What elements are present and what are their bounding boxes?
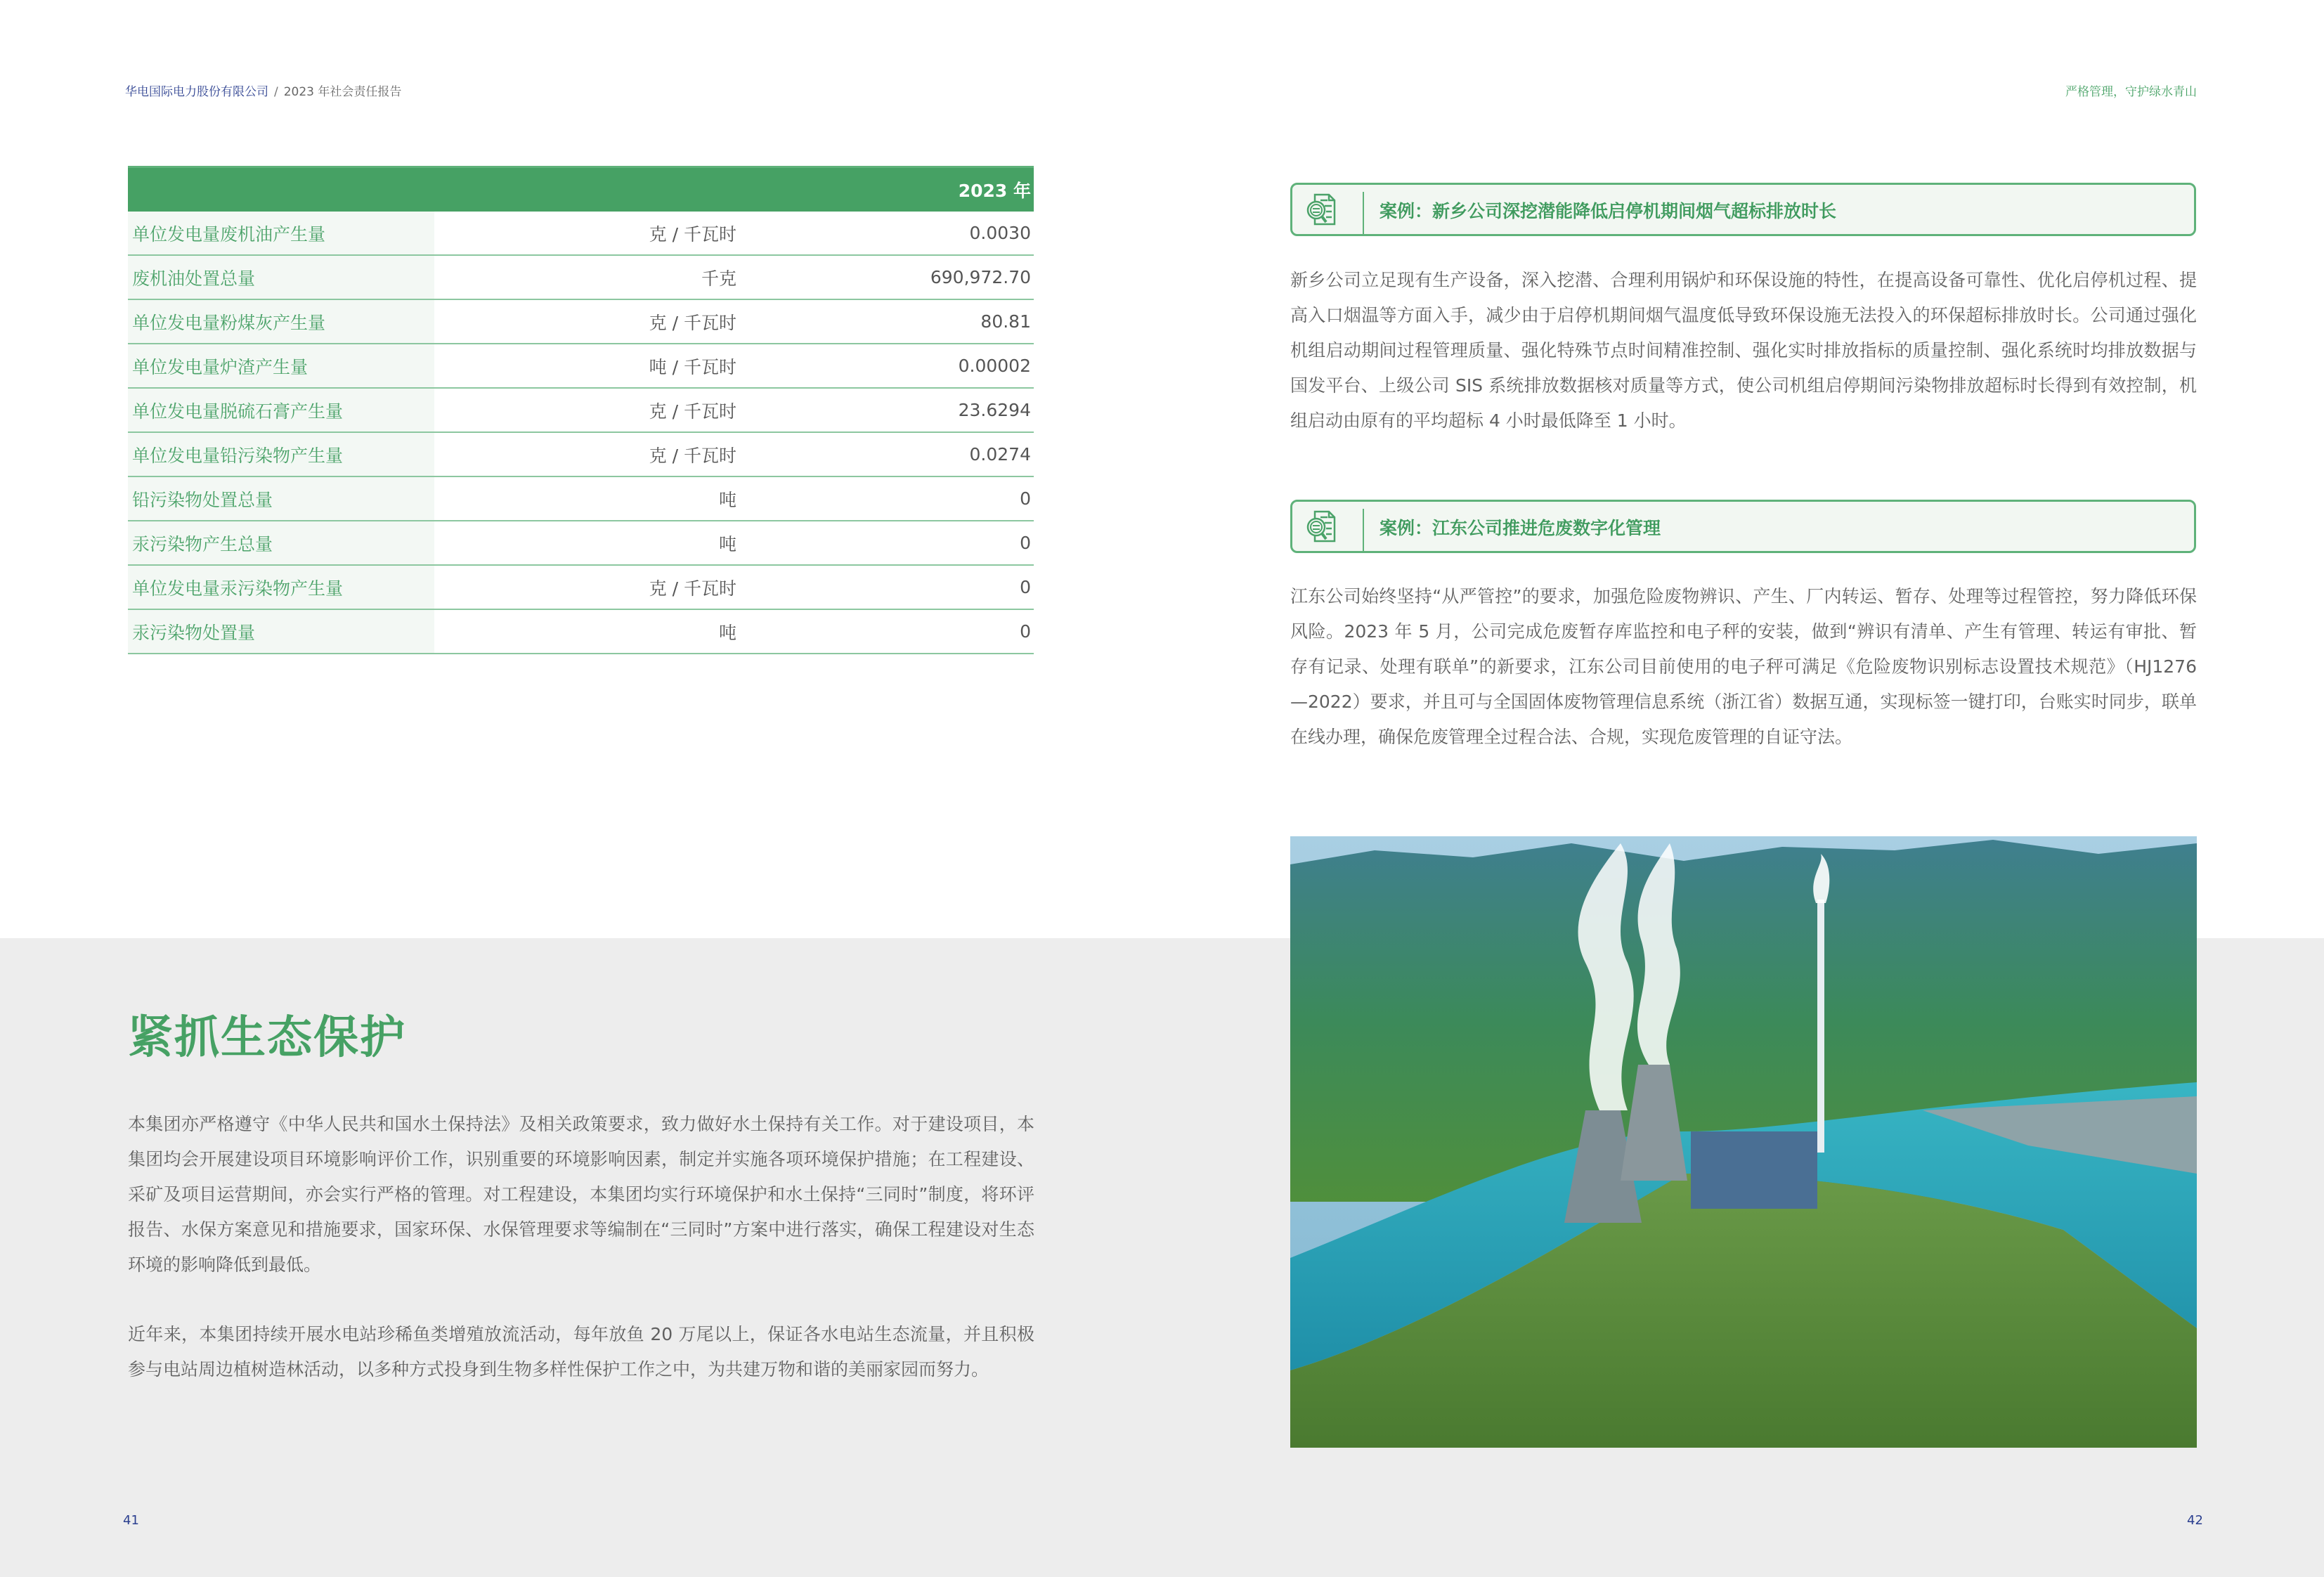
header-blank [128, 167, 434, 212]
row-name: 单位发电量汞污染物产生量 [128, 565, 434, 609]
table-row [128, 388, 1034, 432]
table-row [128, 344, 1034, 388]
row-name: 单位发电量铅污染物产生量 [128, 432, 434, 476]
row-unit: 克 / 千瓦时 [434, 299, 736, 344]
table-row [128, 255, 1034, 299]
table-row [128, 212, 1034, 255]
row-value: 23.6294 [736, 388, 1034, 432]
case-title: 案例：新乡公司深挖潜能降低启停机期间烟气超标排放时长 [1380, 201, 1837, 221]
row-value: 0 [736, 565, 1034, 609]
row-value: 80.81 [736, 299, 1034, 344]
section-title: 紧抓生态保护 [128, 1012, 406, 1064]
row-unit: 吨 [434, 521, 736, 565]
table-row [128, 609, 1034, 654]
header-blank [434, 167, 736, 212]
row-unit: 克 / 千瓦时 [434, 565, 736, 609]
running-header-left [125, 82, 401, 99]
document-search-icon [1302, 190, 1340, 228]
table-row [128, 476, 1034, 521]
row-value: 0 [736, 609, 1034, 654]
case-box-xinxiang [1290, 183, 2196, 236]
power-plant-aerial-photo [1290, 836, 2197, 1448]
table-row [128, 432, 1034, 476]
row-value: 0 [736, 521, 1034, 565]
report-title: 2023 年社会责任报告 [283, 85, 402, 99]
table-header-row [128, 167, 1034, 212]
row-unit: 吨 [434, 609, 736, 654]
row-name: 单位发电量脱硫石膏产生量 [128, 388, 434, 432]
row-value: 0.0274 [736, 432, 1034, 476]
case-box-jiangdong [1290, 500, 2196, 553]
section-paragraph-1: 本集团亦严格遵守《中华人民共和国水土保持法》及相关政策要求，致力做好水土保持有关工作。对于建设项目，本集团均会开展建设项目环境影响评价工作，识别重要的环境影响因素，制定并实施各项环境保护措施；在工程建设、采矿及项目运营期间，亦会实行严格的管理。对工程建设，本集团均实行环境保护和水土保持“三同时”制度，将环评报告、水保方案意见和措施要求，国家环保、水保管理要求等编制在“三同时”方案中进行落实，确保工程建设对生态环境的影响降低到最低。 [128, 1114, 1034, 1275]
row-name: 汞污染物产生总量 [128, 521, 434, 565]
row-value: 0.00002 [736, 344, 1034, 388]
row-name: 铅污染物处置总量 [128, 476, 434, 521]
case-body-jiangdong: 江东公司始终坚持“从严管控”的要求，加强危险废物辨识、产生、厂内转运、暂存、处理等过程管控，努力降低环保风险。2023 年 5 月，公司完成危废暂存库监控和电子秤的安装，做到“辨识有清单、产生有管理、转运有审批、暂存有记录、处理有联单”的新要求，江东公司目前使用的电子秤可满足《危险废物识别标志设置技术规范》（HJ1276—2022）要求，并且可与全国固体废物管理信息系统（浙江省）数据互通，实现标签一键打印，台账实时同步，联单在线办理，确保危废管理全过程合法、合规，实现危废管理的自证守法。 [1290, 586, 2197, 747]
page-number-right: 42 [2187, 1513, 2203, 1528]
company-name: 华电国际电力股份有限公司 [125, 85, 268, 99]
section-paragraph-2: 近年来，本集团持续开展水电站珍稀鱼类增殖放流活动，每年放鱼 20 万尾以上，保证各水电站生态流量，并且积极参与电站周边植树造林活动，以多种方式投身到生物多样性保护工作之中，为共建万物和谐的美丽家园而努力。 [128, 1324, 1034, 1380]
table-row [128, 565, 1034, 609]
row-unit: 克 / 千瓦时 [434, 432, 736, 476]
case-divider [1363, 192, 1364, 234]
table-row [128, 521, 1034, 565]
row-value: 0.0030 [736, 212, 1034, 255]
table-row [128, 299, 1034, 344]
row-name: 单位发电量炉渣产生量 [128, 344, 434, 388]
row-value: 690,972.70 [736, 255, 1034, 299]
header-year: 2023 年 [736, 167, 1034, 212]
waste-data-table [128, 166, 1034, 654]
plant-building [1691, 1131, 1817, 1209]
row-unit: 千克 [434, 255, 736, 299]
row-name: 单位发电量废机油产生量 [128, 212, 434, 255]
row-unit: 克 / 千瓦时 [434, 212, 736, 255]
row-name: 废机油处置总量 [128, 255, 434, 299]
row-name: 汞污染物处置量 [128, 609, 434, 654]
header-separator: / [274, 85, 278, 99]
page-number-left: 41 [123, 1513, 139, 1528]
row-value: 0 [736, 476, 1034, 521]
case-divider [1363, 509, 1364, 551]
document-search-icon [1302, 507, 1340, 545]
row-unit: 吨 [434, 476, 736, 521]
running-header-section: 严格管理，守护绿水青山 [2065, 85, 2197, 99]
row-name: 单位发电量粉煤灰产生量 [128, 299, 434, 344]
chimney [1817, 900, 1824, 1153]
row-unit: 吨 / 千瓦时 [434, 344, 736, 388]
case-title: 案例：江东公司推进危废数字化管理 [1380, 518, 1661, 538]
case-body-xinxiang: 新乡公司立足现有生产设备，深入挖潜、合理利用锅炉和环保设施的特性，在提高设备可靠性、优化启停机过程、提高入口烟温等方面入手，减少由于启停机期间烟气温度低导致环保设施无法投入的环保超标排放时长。公司通过强化机组启动期间过程管理质量、强化特殊节点时间精准控制、强化实时排放指标的质量控制、强化系统时均排放数据与国发平台、上级公司 SIS 系统排放数据核对质量等方式，使公司机组启停期间污染物排放超标时长得到有效控制，机组启动由原有的平均超标 4 小时最低降至 1 小时。 [1290, 270, 2197, 431]
row-unit: 克 / 千瓦时 [434, 388, 736, 432]
